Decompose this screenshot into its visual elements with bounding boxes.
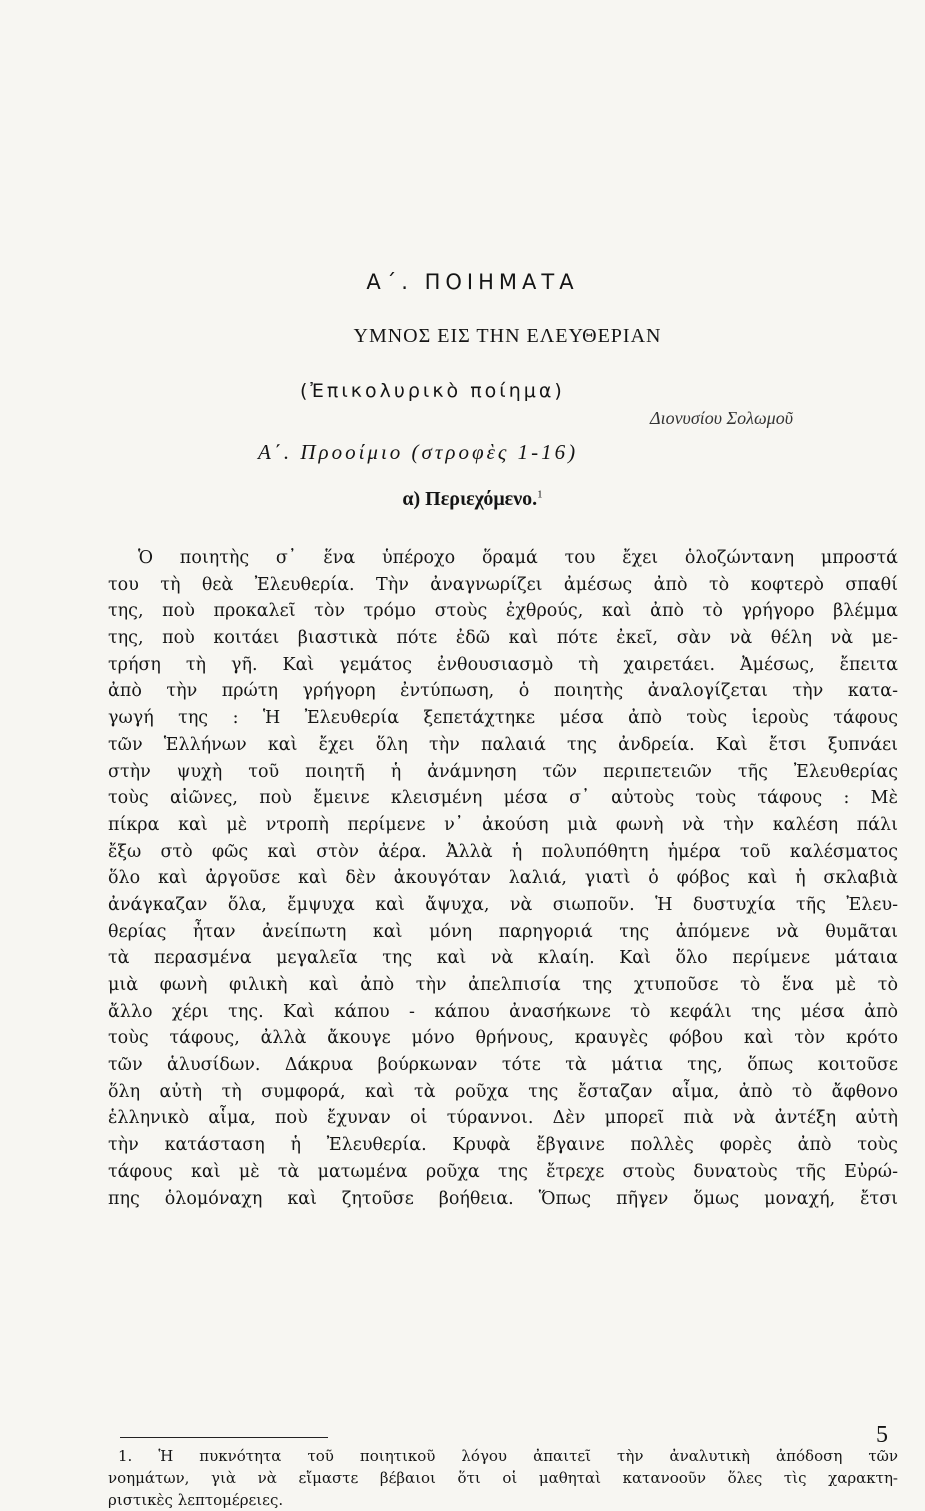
body-line: της, ποὺ κοιτάει βιαστικὰ πότε ἐδῶ καὶ πότε ἐκεῖ, σὰν νὰ θέλη νὰ με- xyxy=(108,628,898,649)
body-line: ἔξω στὸ φῶς καὶ στὸν ἀέρα. Ἀλλὰ ἡ πολυπόθητη ἡμέρα τοῦ καλέσματος xyxy=(108,841,898,862)
body-line: του τὴ θεὰ Ἐλευθερία. Τὴν ἀναγνωρίζει ἀμέσως ἀπὸ τὸ κοφτερὸ σπαθί xyxy=(108,574,898,595)
body-line: τῶν Ἑλλήνων καὶ ἔχει ὅλη τὴν παλαιά της ἀνδρεία. Καὶ ἔτσι ξυπνάει xyxy=(108,734,898,755)
footnote-line: ριστικὲς λεπτομέρειες. xyxy=(108,1491,284,1509)
body-line: πης ὁλομόναχη καὶ ζητοῦσε βοήθεια. Ὅπως πῆγεν ὅμως μοναχή, ἔτσι xyxy=(108,1188,898,1209)
footnote-line: νοημάτων, γιὰ νὰ εἴμαστε βέβαιοι ὅτι οἱ μαθηταὶ κατανοοῦν ὅλες τὶς χαρακτη- xyxy=(108,1469,898,1487)
footnote-reference: 1 xyxy=(537,488,543,501)
footnote-divider xyxy=(120,1437,328,1438)
body-line: πίκρα καὶ μὲ ντροπὴ περίμενε ν᾽ ἀκούση μιὰ φωνὴ νὰ τὴν καλέση πάλι xyxy=(108,814,898,835)
body-line: θερίας ἦταν ἀνείπωτη καὶ μόνη παρηγοριά της ἀπόμενε νὰ θυμᾶται xyxy=(108,921,898,942)
body-line: τοὺς αἰῶνες, ποὺ ἔμεινε κλεισμένη μέσα σ᾽ αὐτοὺς τοὺς τάφους : Μὲ xyxy=(108,788,898,809)
body-line: τῶν ἁλυσίδων. Δάκρυα βούρκωναν τότε τὰ μάτια της, ὅπως κοιτοῦσε xyxy=(108,1055,898,1076)
body-line: της, ποὺ προκαλεῖ τὸν τρόμο στοὺς ἐχθρούς, καὶ ἀπὸ τὸ γρήγορο βλέμμα xyxy=(108,601,898,622)
footnotes xyxy=(108,1445,898,1511)
body-line: τὰ περασμένα μεγαλεῖα της καὶ νὰ κλαίη. Καὶ ὅλο περίμενε μάταια xyxy=(108,948,898,969)
body-line: ἀπὸ τὴν πρώτη γρήγορη ἐντύπωση, ὁ ποιητὴς ἀναλογίζεται τὴν κατα- xyxy=(108,681,898,702)
body-line: τάφους καὶ μὲ τὰ ματωμένα ροῦχα της ἔτρεχε στοὺς δυνατοὺς τῆς Εὐρώ- xyxy=(108,1161,898,1182)
body-line: ὅλο καὶ ἀργοῦσε καὶ δὲν ἀκουγόταν λαλιά, γιατὶ ὁ φόβος καὶ ἡ σκλαβιὰ xyxy=(108,868,898,889)
body-line: ὅλη αὐτὴ τὴ συμφορά, καὶ τὰ ροῦχα της ἔσταζαν αἷμα, ἀπὸ τὸ ἄφθονο xyxy=(108,1081,898,1102)
body-line: ἑλληνικὸ αἷμα, ποὺ ἔχυναν οἱ τύραννοι. Δὲν μπορεῖ πιὰ νὰ ἀντέξη αὐτὴ xyxy=(108,1108,898,1129)
footnote-line: 1. Ἡ πυκνότητα τοῦ ποιητικοῦ λόγου ἀπαιτεῖ τὴν ἀναλυτικὴ ἀπόδοση τῶν xyxy=(118,1447,898,1465)
section-title: Α΄. ΠΟΙΗΜΑΤΑ xyxy=(366,270,579,294)
body-line: μιὰ φωνὴ φιλικὴ καὶ ἀπὸ τὴν ἀπελπισία της χτυποῦσε τὸ ἕνα μὲ τὸ xyxy=(108,975,898,995)
genre-subtitle: (Ἐπικολυρικὸ ποίημα) xyxy=(300,380,565,402)
body-line: τρήση τὴ γῆ. Καὶ γεμάτος ἐνθουσιασμὸ τὴ χαιρετάει. Ἀμέσως, ἔπειτα xyxy=(108,654,898,675)
body-line: ἄλλο χέρι της. Καὶ κάπου - κάπου ἀνασήκωνε τὸ κεφάλι της μέσα ἀπὸ xyxy=(108,1001,898,1022)
page-number: 5 xyxy=(876,1422,888,1448)
author-name: Διονυσίου Σολωμοῦ xyxy=(650,408,793,428)
body-line: γωγή της : Ἡ Ἐλευθερία ξεπετάχτηκε μέσα ἀπὸ τοὺς ἱεροὺς τάφους xyxy=(108,708,898,729)
body-line: τὴν κατάσταση ἡ Ἐλευθερία. Κρυφὰ ἔβγαινε πολλὲς φορὲς ἀπὸ τοὺς xyxy=(108,1135,898,1156)
body-text xyxy=(108,545,898,1212)
hymn-title: ΥΜΝΟΣ ΕΙΣ ΤΗΝ ΕΛΕΥΘΕΡΙΑΝ xyxy=(353,325,662,347)
subsection-title: α) Περιεχόμενο. xyxy=(402,488,538,510)
prooimio-heading: Α΄. Προοίμιο (στροφὲς 1-16) xyxy=(258,440,579,464)
body-line: στὴν ψυχὴ τοῦ ποιητῆ ἡ ἀνάμνηση τῶν περιπετειῶν τῆς Ἐλευθερίας xyxy=(108,761,898,782)
body-line: τοὺς τάφους, ἀλλὰ ἄκουγε μόνο θρήνους, κραυγὲς φόβου καὶ τὸν κρότο xyxy=(108,1028,898,1049)
subsection-heading xyxy=(0,488,925,511)
body-line: ἀνάγκαζαν ὅλα, ἔμψυχα καὶ ἄψυχα, νὰ σιωποῦν. Ἡ δυστυχία τῆς Ἐλευ- xyxy=(108,894,898,915)
body-line: Ὁ ποιητὴς σ᾽ ἕνα ὑπέροχο ὅραμά του ἔχει ὁλοζώντανη μπροστά xyxy=(138,548,898,568)
